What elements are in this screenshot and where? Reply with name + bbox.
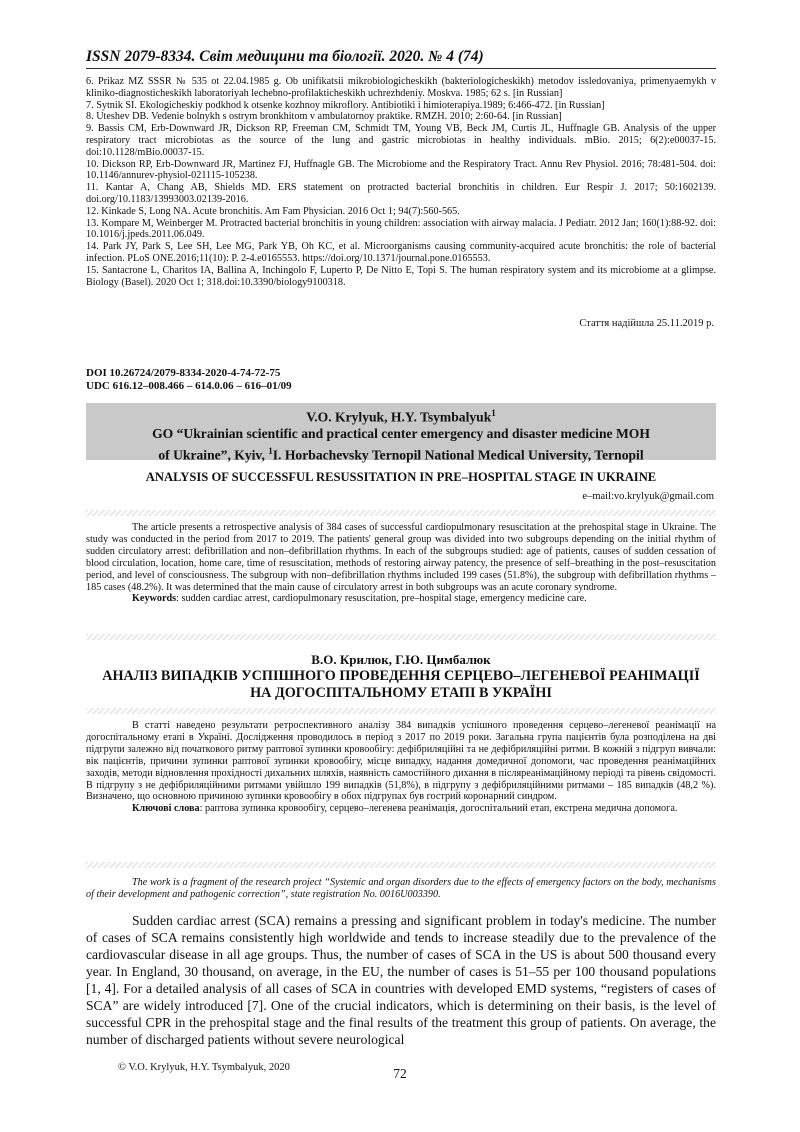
- received-date: Стаття надійшла 25.11.2019 р.: [579, 318, 714, 329]
- doi: DOI 10.26724/2079-8334-2020-4-74-72-75: [86, 367, 281, 379]
- reference-item: 12. Kinkade S, Long NA. Acute bronchitis. Am Fam Physician. 2016 Oct 1; 94(7):560-565.: [86, 205, 460, 217]
- reference-item: 14. Park JY, Park S, Lee SH, Lee MG, Park YB, Oh KC, et al. Microorganisms causing community-acquired acute bronchitis: the role of bacterial infection. PLoS ONE.2016;11(10): P. 2-4.e0165553. https://doi.org/10.1371/journal.pone.0165553.: [86, 241, 716, 264]
- authors-en: V.O. Krylyuk, H.Y. Tsymbalyuk$^1$: [306, 408, 496, 425]
- divider-pattern: [86, 708, 716, 714]
- reference-item: 13. Kompare M, Weinberger M. Protracted bacterial bronchitis in young children: association with airway malacia. J Pediatr. 2012 Jan; 160(1):88-92. doi: 10.1016/j.jpeds.2011.06.049.: [86, 217, 716, 241]
- abstract-ua: [86, 720, 716, 815]
- abstract-en: [86, 522, 716, 605]
- authors-ua: В.О. Крилюк, Г.Ю. Цимбалюк: [311, 652, 491, 667]
- udc: UDC 616.12–008.466 – 614.0.06 – 616–01/09: [86, 380, 292, 392]
- affiliation-line-1: GO “Ukrainian scientific and practical center emergency and disaster medicine MOH: [152, 426, 650, 442]
- divider-pattern: [86, 634, 716, 640]
- divider-pattern: [86, 510, 716, 516]
- abstract-en-text: The article presents a retrospective analysis of 384 cases of successful cardiopulmonary resuscitation at the prehospital stage in Ukraine. The study was conducted in the period from 2017 to 2019. The patients' general group was divided into two subgroups depending on the initial rhythm of sudden circulatory arrest: defibrillation and non–defibrillation rhythms. In each of the subgroups studied: age of patients, causes of sudden cessation of blood circulation, location, home care, time of resuscitation, methods of restoring airway patency, the presence of self–breathing in the post–resuscitation period, and level of consciousness. The subgroup with non–defibrillation rhythms included 199 cases (51.8%), the subgroup with defibrillation rhythms – 185 cases (48.2%). It was determined that the main cause of circulatory arrest in both subgroups was an acute coronary syndrome.: [86, 522, 716, 593]
- article-title-en: ANALYSIS OF SUCCESSFUL RESUSSITATION IN PRE–HOSPITAL STAGE IN UKRAINE: [145, 470, 657, 484]
- header-divider: [86, 68, 716, 69]
- reference-item: 6. Prikaz MZ SSSR № 535 ot 22.04.1985 g. Ob unifikatsii mikrobiologicheskikh (bakteriologicheskikh) metodov issledovaniya, primenyaemykh v kliniko-diagnosticheskikh laboratoriyah lechebno-profilakticheskikh uchrezhdeniy. Moskva. 1985; 62 s. [in Russian]: [86, 76, 716, 99]
- keywords-en: Keywords: sudden cardiac arrest, cardiopulmonary resuscitation, pre–hospital stage, emergency medicine care.: [132, 593, 587, 605]
- reference-item: 11. Kantar A, Chang AB, Shields MD. ERS statement on protracted bacterial bronchitis in children. Eur Respir J. 2017; 50:1602139. doi.org/10.1183/13993003.02139-2016.: [86, 182, 716, 205]
- journal-header: ISSN 2079-8334. Світ медицини та біології. 2020. № 4 (74): [86, 48, 484, 65]
- divider-pattern: [86, 862, 716, 868]
- reference-item: 7. Sytnik SI. Ekologicheskiy podkhod k otsenke kozhnoy mikroflory. Antibiotiki i himioterapiya.1989; 6:466-472. [in Russian]: [86, 99, 605, 111]
- reference-item: 9. Bassis CM, Erb-Downward JR, Dickson RP, Freeman CM, Schmidt TM, Young VB, Beck JM, Curtis JL, Huffnagle GB. Analysis of the upper respiratory tract microbiotas as the source of the lung and gastric microbiotas in healthy individuals. mBio. 2015; 6(2):e00037-15. doi:10.1128/mBio.00037-15.: [86, 123, 716, 158]
- abstract-ua-text: В статті наведено результати ретроспективного аналізу 384 випадків успішного проведення серцево–легеневої реанімації на догоспітальному етапі в Україні. Дослідження проводилось в період з 2017 по 2019 роки. Загальна група пацієнтів була розподілена на дві підгрупи залежно від початкового ритму раптової зупинки кровообігу: дефібриляційні та не дефібриляційні ритми. В кожній з підгруп вивчали: вік пацієнтів, причини зупинки раптової зупинки кровообігу, місце випадку, надання домедичної допомоги, час проведення реанімаційних заходів, методи відновлення прохідності дихальних шляхів, наявність самостійного дихання в післяреанімаційному періоді та рівень свідомості. В підгрупу з не дефібриляційними ритмами увійшло 199 випадків (51,8%), в підгрупу з дефібриляційними ритмами – 185 випадків (48,2 %). Визначено, що основною причиною зупинки кровообігу в обох підгрупах був гострий коронарний синдром.: [86, 720, 716, 803]
- reference-list: [86, 76, 716, 288]
- body-paragraph: Sudden cardiac arrest (SCA) remains a pressing and significant problem in today's medicine. The number of cases of SCA remains consistently high worldwide and tends to increase steadily due to the prevalence of the cardiovascular disease in all age groups. Thus, the number of cases of SCA in the US is about 500 thousand every year. In England, 30 thousand, on average, in the EU, the number of cases is 51–55 per 100 thousand populations [1, 4]. For a detailed analysis of all cases of SCA in countries with developed EMD systems, “registers of cases of SCA” are widely introduced [7]. One of the crucial indicators, which is determining on their basis, is the level of successful CPR in the prehospital stage and the final results of the treatment this group of patients. On average, the number of discharged patients without severe neurological: [86, 913, 716, 1047]
- author-email: e–mail:vo.krylyuk@gmail.com: [582, 491, 714, 502]
- author-affiliation-box: [86, 403, 716, 463]
- affiliation-line-2: of Ukraine”, Kyiv, $^1$I. Horbachevsky Ternopil National Medical University, Ternopil: [158, 445, 644, 463]
- reference-item: 10. Dickson RP, Erb-Downward JR, Martinez FJ, Huffnagle GB. The Microbiome and the Respiratory Tract. Annu Rev Physiol. 2016; 78:481-504. doi: 10.1146/annurev-physiol-021115-105238.: [86, 158, 716, 182]
- body-text: [86, 912, 716, 1048]
- project-note: The work is a fragment of the research project “Systemic and organ disorders due to the effects of emergency factors on the body, mechanisms of their development and pathogenic correction”, state registration No. 0016U003390.: [86, 877, 716, 900]
- article-title-ua: АНАЛІЗ ВИПАДКІВ УСПІШНОГО ПРОВЕДЕННЯ СЕРЦЕВО–ЛЕГЕНЕВОЇ РЕАНІМАЦІЇ НА ДОГОСПІТАЛЬНОМУ ЕТАПІ В УКРАЇНІ: [102, 668, 700, 701]
- copyright: © V.O. Krylyuk, H.Y. Tsymbalyuk, 2020: [118, 1062, 290, 1073]
- keywords-ua: Ключові слова: раптова зупинка кровообігу, серцево–легенева реанімація, догоспітальний етап, екстрена медична допомога.: [132, 803, 678, 815]
- reference-item: 15. Santacrone L, Charitos IA, Ballina A, Inchingolo F, Luperto P, De Nitto E, Topi S. The human respiratory system and its microbiome at a glimpse. Biology (Basel). 2020 Oct 1; 318.doi:10.3390/biology9100318.: [86, 264, 716, 288]
- doi-block: [86, 367, 292, 393]
- reference-item: 8. Uteshev DB. Vedenie bolnykh s ostrym bronkhitom v ambulatornoy praktike. RMZH. 2010; 2:60-64. [in Russian]: [86, 111, 562, 123]
- page-number: 72: [393, 1066, 407, 1081]
